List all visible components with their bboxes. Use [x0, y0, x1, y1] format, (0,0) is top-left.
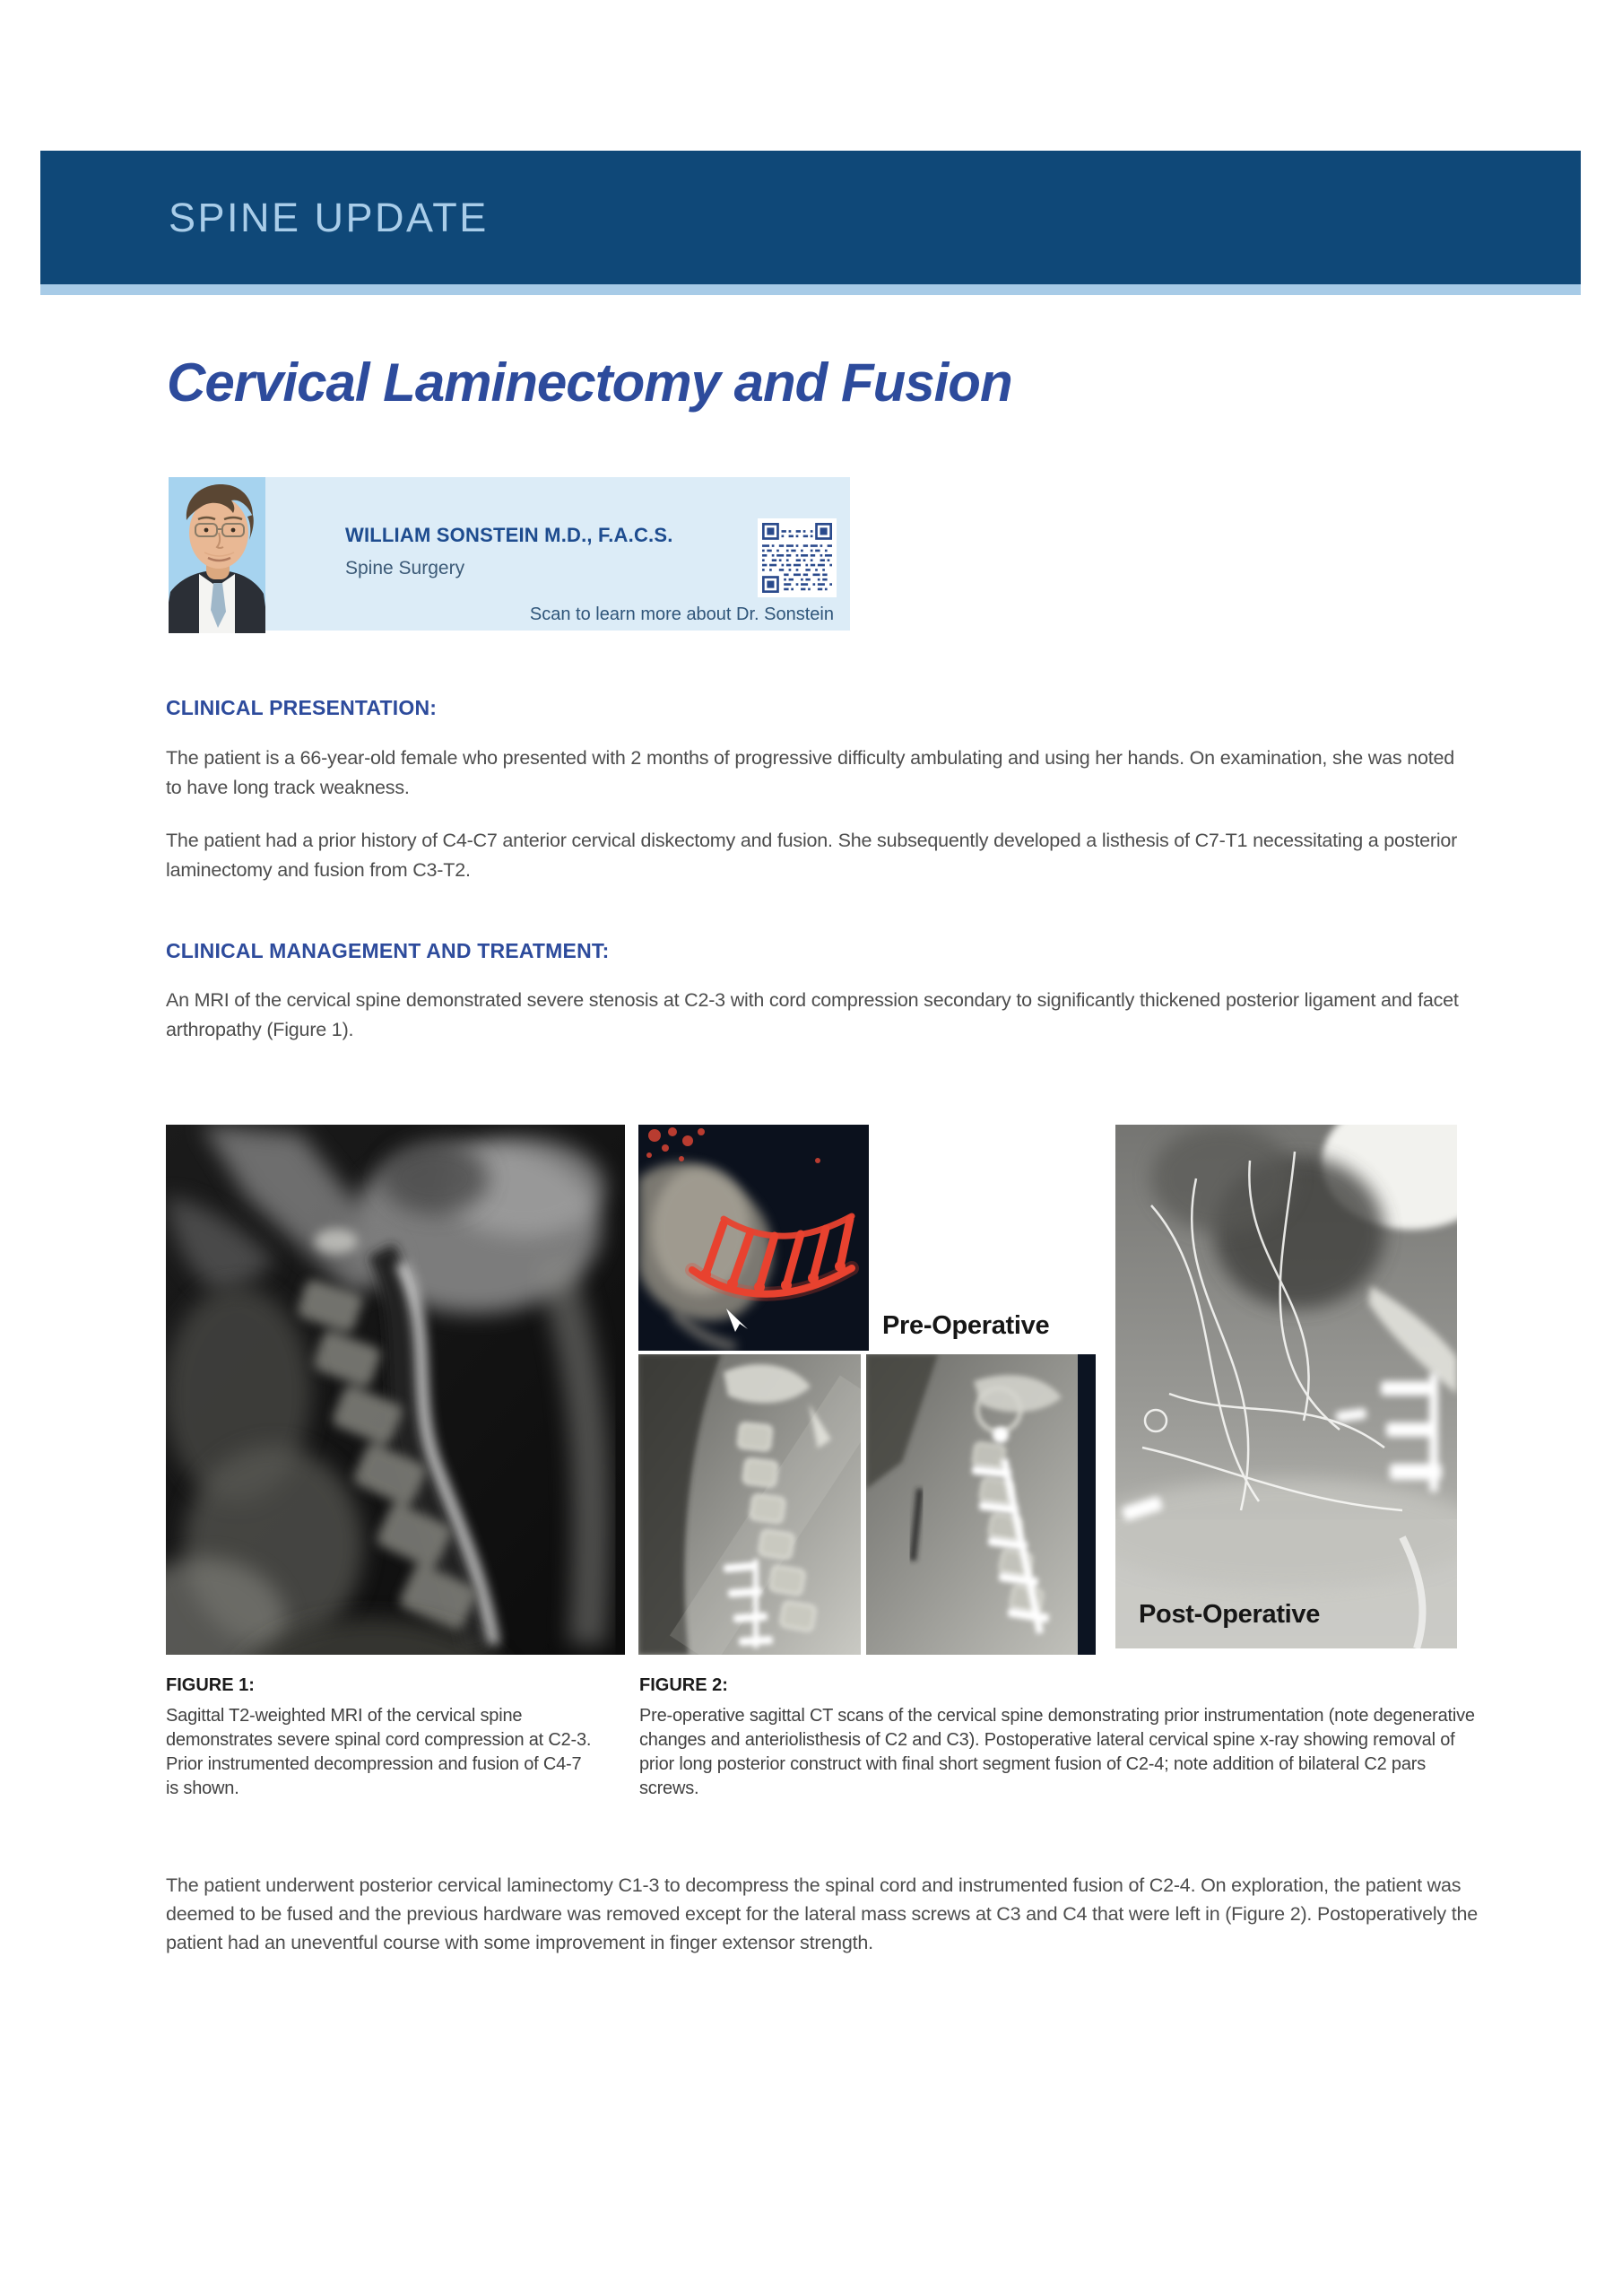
figure1-label: FIGURE 1:: [166, 1675, 255, 1695]
doctor-photo: [169, 477, 265, 633]
figure1-mri-image: [166, 1125, 625, 1655]
article-title: Cervical Laminectomy and Fusion: [167, 352, 1012, 413]
doctor-specialty: Spine Surgery: [345, 558, 465, 578]
figure2-ct-right-image: [866, 1354, 1096, 1655]
qr-caption: Scan to learn more about Dr. Sonstein: [529, 604, 834, 624]
figure2-xray-image: [1115, 1125, 1457, 1648]
presentation-paragraph-2: The patient had a prior history of C4-C7 anterior cervical diskectomy and fusion. She subsequently developed a listhesis of C7-T1 necessitating a posterior laminectomy and fusion from C3-T2.: [166, 830, 1458, 881]
doctor-portrait-illustration: [169, 477, 265, 633]
masthead-title: SPINE UPDATE: [169, 194, 489, 240]
qr-code-icon: [758, 518, 837, 597]
doctor-info-panel: [265, 477, 850, 631]
pre-operative-label: Pre-Operative: [882, 1311, 1050, 1340]
management-paragraph-1: An MRI of the cervical spine demonstrated severe stenosis at C2-3 with cord compression secondary to significantly thickened posterior ligament and facet arthropathy (Figure 1).: [166, 989, 1459, 1040]
figure2-label: FIGURE 2:: [639, 1675, 728, 1695]
figure2-ct-left-image: [638, 1354, 861, 1655]
masthead-accent-strip: [40, 284, 1581, 295]
section-heading-management: CLINICAL MANAGEMENT AND TREATMENT:: [166, 939, 610, 962]
doctor-name: WILLIAM SONSTEIN M.D., F.A.C.S.: [345, 524, 673, 546]
post-operative-label: Post-Operative: [1139, 1600, 1321, 1629]
masthead-banner: [40, 151, 1581, 284]
figure2-caption: Pre-operative sagittal CT scans of the cervical spine demonstrating prior instrumentation (note degenerative changes and anteriolisthesis of C2 and C3). Postoperative lateral cervical spine x-ray showing removal of prior long posterior construct with final short segment fusion of C2-4; note addition of bilateral C2 pars screws.: [639, 1706, 1475, 1798]
section-heading-presentation: CLINICAL PRESENTATION:: [166, 696, 438, 719]
outcome-paragraph: The patient underwent posterior cervical laminectomy C1-3 to decompress the spinal cord and instrumented fusion of C2-4. On exploration, the patient was deemed to be fused and the previous hardware was removed except for the lateral mass screws at C3 and C4 that were left in (Figure 2). Postoperatively the patient had an uneventful course with some improvement in finger extensor strength.: [166, 1874, 1479, 1953]
figure2-red-model-image: [638, 1125, 869, 1351]
qr-pattern: [762, 523, 832, 593]
presentation-paragraph-1: The patient is a 66-year-old female who presented with 2 months of progressive difficulty ambulating and using her hands. On examination, she was noted to have long track weakness.: [166, 747, 1455, 798]
figure1-caption: Sagittal T2-weighted MRI of the cervical spine demonstrates severe spinal cord compression at C2-3. Prior instrumented decompression and fusion of C4-7 is shown.: [166, 1706, 592, 1798]
